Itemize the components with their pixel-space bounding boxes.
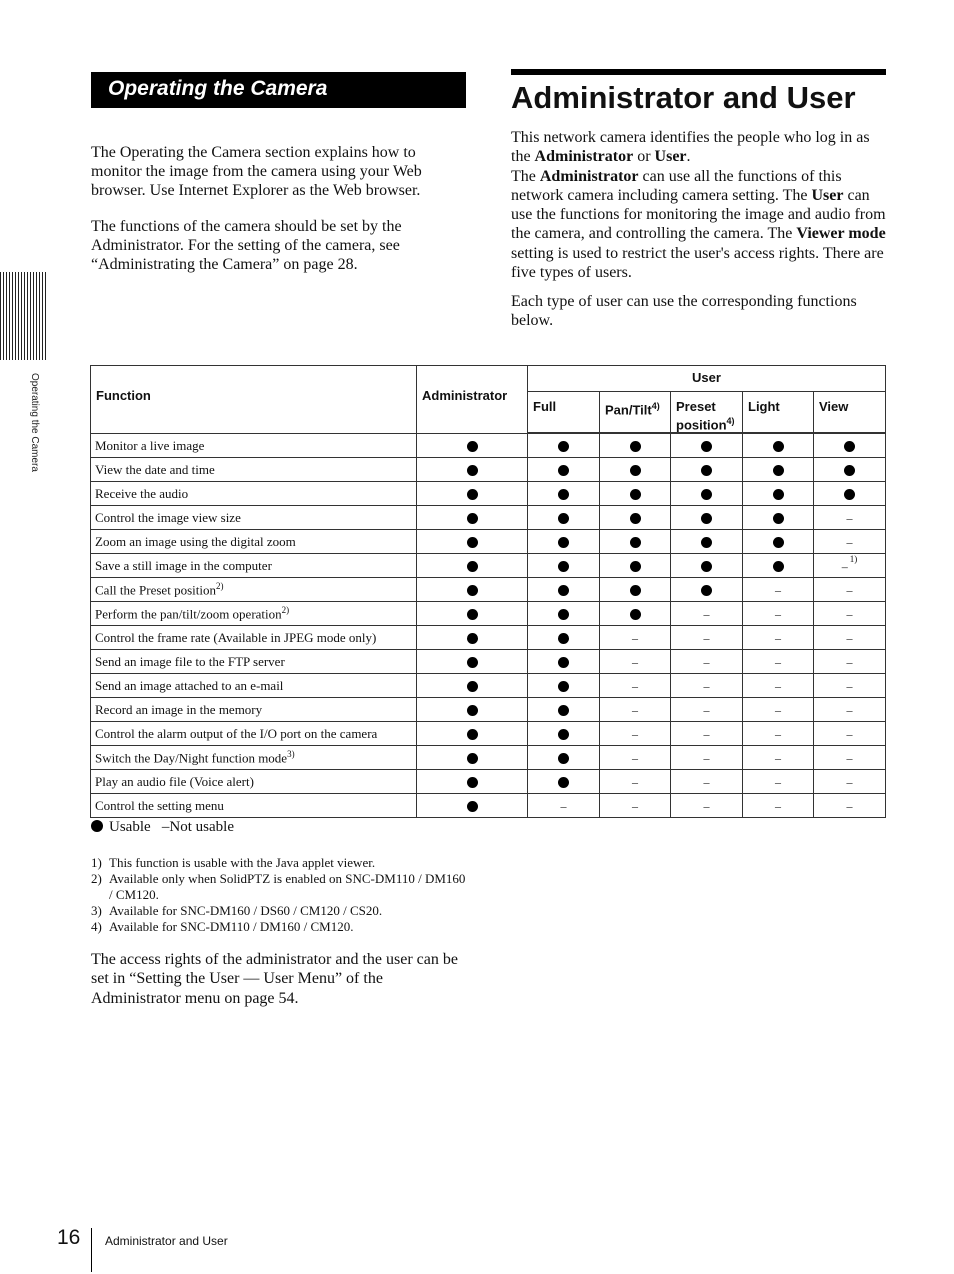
not-usable-dash: – [846, 510, 853, 525]
full-usable-cell [528, 506, 600, 530]
usable-dot-icon [467, 489, 478, 500]
user-functions-table [90, 365, 886, 818]
light-not-usable-cell [743, 722, 814, 746]
function-cell: Zoom an image using the digital zoom [91, 530, 417, 554]
not-usable-dash: – [846, 774, 853, 789]
footer-section-title: Administrator and User [105, 1234, 228, 1248]
full-usable-cell [528, 770, 600, 794]
view-not-usable-cell [814, 674, 886, 698]
view-not-usable-cell [814, 650, 886, 674]
not-usable-dash: – [632, 630, 638, 645]
not-usable-dash: – [846, 702, 853, 717]
not-usable-dash: – [846, 750, 853, 765]
not-usable-dash: – [846, 606, 853, 621]
usable-dot-icon [773, 561, 784, 572]
usable-dot-icon [701, 465, 712, 476]
section-banner: Operating the Camera [91, 72, 466, 108]
view-not-usable-cell [814, 698, 886, 722]
pantilt-not-usable-cell [600, 626, 671, 650]
function-cell: Call the Preset position$^{2)}$ [91, 578, 417, 602]
preset-not-usable-cell [671, 626, 743, 650]
function-cell: Control the image view size [91, 506, 417, 530]
view-not-usable-cell [814, 770, 886, 794]
not-usable-dash: – [703, 678, 710, 693]
not-usable-dash: – [846, 654, 853, 669]
light-not-usable-cell [743, 674, 814, 698]
page-title: Administrator and User [511, 80, 856, 115]
usable-dot-icon [467, 513, 478, 524]
usable-dot-icon [558, 633, 569, 644]
light-not-usable-cell [743, 602, 814, 626]
preset-not-usable-cell [671, 770, 743, 794]
usable-dot-icon [558, 609, 569, 620]
full-not-usable-cell [528, 794, 600, 818]
footnote: 2) Available only when SolidPTZ is enabled on SNC-DM110 / DM160 / CM120. [91, 871, 466, 902]
usable-dot-icon [558, 441, 569, 452]
legend-not-usable: –Not usable [161, 819, 234, 835]
usable-dot-icon [701, 585, 712, 596]
intro-paragraph-1: The Operating the Camera section explains how to monitor the image from the camera using your Web browser. Use Internet Explorer as the Web browser. [91, 144, 422, 199]
not-usable-dash: – [846, 582, 853, 597]
usable-dot-icon [467, 537, 478, 548]
function-cell: Send an image attached to an e-mail [91, 674, 417, 698]
function-cell: Control the frame rate (Available in JPEG mode only) [91, 626, 417, 650]
light-usable-cell [743, 458, 814, 482]
header-pantilt: Pan/Tilt$^{4)}$ [600, 392, 671, 434]
usable-dot-icon [558, 537, 569, 548]
preset-not-usable-cell [671, 602, 743, 626]
administrator-usable-cell [417, 626, 528, 650]
title-rule [511, 69, 886, 75]
usable-dot-icon [558, 513, 569, 524]
administrator-usable-cell [417, 746, 528, 770]
footnote: 1) This function is usable with the Java applet viewer. [91, 855, 376, 870]
not-usable-dash: – [703, 750, 710, 765]
usable-dot-icon [467, 585, 478, 596]
pantilt-usable-cell [600, 458, 671, 482]
not-usable-dash: – [703, 630, 710, 645]
preset-not-usable-cell [671, 698, 743, 722]
footer-rule [91, 1228, 92, 1272]
light-usable-cell [743, 554, 814, 578]
light-usable-cell [743, 506, 814, 530]
not-usable-dash: – [841, 559, 848, 574]
pantilt-usable-cell [600, 506, 671, 530]
table-legend [91, 818, 234, 837]
usable-dot-icon [630, 585, 641, 596]
not-usable-dash: – [703, 654, 710, 669]
not-usable-dash: – [775, 798, 781, 813]
pantilt-usable-cell [600, 578, 671, 602]
administrator-usable-cell [417, 698, 528, 722]
full-usable-cell [528, 746, 600, 770]
pantilt-usable-cell [600, 482, 671, 506]
side-tab-label: Operating the Camera [29, 373, 40, 472]
not-usable-dash: – [775, 654, 781, 669]
administrator-usable-cell [417, 482, 528, 506]
usable-dot-icon [630, 513, 641, 524]
table-row [91, 650, 886, 674]
footnote: 4) Available for SNC-DM110 / DM160 / CM120. [91, 919, 354, 934]
usable-dot-icon [558, 489, 569, 500]
table-row [91, 722, 886, 746]
administrator-usable-cell [417, 578, 528, 602]
function-cell: Control the alarm output of the I/O port on the camera [91, 722, 417, 746]
light-not-usable-cell [743, 770, 814, 794]
usable-dot-icon [558, 777, 569, 788]
not-usable-dash: – [775, 750, 781, 765]
preset-usable-cell [671, 530, 743, 554]
view-not-usable-cell [814, 602, 886, 626]
usable-dot-icon [773, 537, 784, 548]
header-full: Full [528, 392, 600, 434]
not-usable-dash: – [632, 798, 638, 813]
table-row [91, 530, 886, 554]
administrator-usable-cell [417, 770, 528, 794]
administrator-usable-cell [417, 674, 528, 698]
light-not-usable-cell [743, 794, 814, 818]
table-row [91, 458, 886, 482]
administrator-usable-cell [417, 506, 528, 530]
view-usable-cell [814, 482, 886, 506]
function-cell: Play an audio file (Voice alert) [91, 770, 417, 794]
side-tab-bars [0, 272, 46, 360]
usable-dot-icon [558, 729, 569, 740]
usable-dot-icon [773, 489, 784, 500]
function-cell: Send an image file to the FTP server [91, 650, 417, 674]
preset-usable-cell [671, 506, 743, 530]
table-row [91, 770, 886, 794]
table-row [91, 746, 886, 770]
pantilt-usable-cell [600, 433, 671, 458]
not-usable-dash: – [775, 630, 781, 645]
preset-not-usable-cell [671, 746, 743, 770]
usable-dot-icon [467, 753, 478, 764]
view-not-usable-cell [814, 530, 886, 554]
table-row [91, 698, 886, 722]
table-row [91, 482, 886, 506]
not-usable-dash: – [775, 702, 781, 717]
full-usable-cell [528, 530, 600, 554]
header-light: Light [743, 392, 814, 434]
function-cell: Save a still image in the computer [91, 554, 417, 578]
usable-dot-icon [773, 513, 784, 524]
administrator-usable-cell [417, 433, 528, 458]
not-usable-dash: – [632, 654, 638, 669]
light-not-usable-cell [743, 626, 814, 650]
light-usable-cell [743, 433, 814, 458]
not-usable-dash: – [846, 798, 853, 813]
usable-dot-icon [558, 657, 569, 668]
pantilt-usable-cell [600, 530, 671, 554]
preset-usable-cell [671, 458, 743, 482]
not-usable-dash: – [703, 774, 710, 789]
usable-dot-icon [701, 561, 712, 572]
not-usable-dash: – [703, 606, 710, 621]
usable-dot-icon [558, 753, 569, 764]
not-usable-dash: – [632, 726, 638, 741]
usable-dot-icon [558, 705, 569, 716]
page-number: 16 [57, 1226, 81, 1249]
legend-usable: Usable [109, 819, 151, 835]
preset-not-usable-cell [671, 674, 743, 698]
header-user: User [528, 366, 886, 392]
not-usable-dash: – [632, 678, 638, 693]
usable-dot-icon [467, 633, 478, 644]
not-usable-dash: – [775, 774, 781, 789]
table-row [91, 506, 886, 530]
usable-dot-icon [630, 561, 641, 572]
preset-not-usable-cell [671, 722, 743, 746]
preset-not-usable-cell [671, 650, 743, 674]
preset-usable-cell [671, 578, 743, 602]
not-usable-dash: – [775, 606, 781, 621]
view-not-usable-cell [814, 746, 886, 770]
not-usable-dash: – [560, 798, 567, 813]
full-usable-cell [528, 650, 600, 674]
usable-dot-icon [773, 465, 784, 476]
administrator-usable-cell [417, 650, 528, 674]
full-usable-cell [528, 674, 600, 698]
not-usable-dash: – [775, 678, 781, 693]
pantilt-not-usable-cell [600, 674, 671, 698]
usable-dot-icon [467, 777, 478, 788]
usable-dot-icon [630, 537, 641, 548]
view-not-usable-cell [814, 794, 886, 818]
usable-dot-icon [844, 489, 855, 500]
header-administrator: Administrator [417, 366, 528, 434]
full-usable-cell [528, 578, 600, 602]
function-cell: Record an image in the memory [91, 698, 417, 722]
view-usable-cell [814, 433, 886, 458]
not-usable-dash: – [775, 582, 781, 597]
pantilt-usable-cell [600, 554, 671, 578]
function-cell: View the date and time [91, 458, 417, 482]
light-not-usable-cell [743, 578, 814, 602]
header-function: Function [91, 366, 417, 434]
pantilt-not-usable-cell [600, 698, 671, 722]
full-usable-cell [528, 722, 600, 746]
usable-dot-icon [467, 681, 478, 692]
not-usable-dash: – [703, 702, 710, 717]
full-usable-cell [528, 482, 600, 506]
light-not-usable-cell [743, 698, 814, 722]
usable-dot-icon [467, 801, 478, 812]
light-usable-cell [743, 530, 814, 554]
pantilt-not-usable-cell [600, 770, 671, 794]
usable-dot-icon [467, 729, 478, 740]
full-usable-cell [528, 626, 600, 650]
header-view: View [814, 392, 886, 434]
usable-dot-icon [844, 465, 855, 476]
usable-dot-icon [558, 585, 569, 596]
light-usable-cell [743, 482, 814, 506]
usable-dot-icon [701, 513, 712, 524]
not-usable-dash: – [632, 702, 638, 717]
usable-dot-icon [630, 441, 641, 452]
view-usable-cell [814, 458, 886, 482]
function-cell: Monitor a live image [91, 433, 417, 458]
administrator-usable-cell [417, 458, 528, 482]
not-usable-dash: – [632, 774, 638, 789]
view-not-usable-cell [814, 626, 886, 650]
usable-dot-icon [630, 609, 641, 620]
view-not-usable-cell [814, 554, 886, 578]
view-not-usable-cell [814, 578, 886, 602]
table-row [91, 674, 886, 698]
light-not-usable-cell [743, 650, 814, 674]
closing-paragraph: The access rights of the administrator and the user can be set in “Setting the User — User Menu” of the Administrator menu on page 54. [91, 951, 458, 1007]
administrator-usable-cell [417, 602, 528, 626]
usable-dot-icon [467, 609, 478, 620]
footnote: 3) Available for SNC-DM160 / DS60 / CM120 / CS20. [91, 903, 383, 918]
pantilt-not-usable-cell [600, 746, 671, 770]
usable-dot-icon [701, 441, 712, 452]
usable-dot-icon [91, 820, 103, 832]
footnote-reference: 1) [849, 554, 858, 565]
table-row [91, 433, 886, 458]
preset-usable-cell [671, 482, 743, 506]
pantilt-usable-cell [600, 602, 671, 626]
administrator-usable-cell [417, 554, 528, 578]
full-usable-cell [528, 433, 600, 458]
usable-dot-icon [844, 441, 855, 452]
function-cell: Switch the Day/Night function mode$^{3)}$ [91, 746, 417, 770]
usable-dot-icon [467, 465, 478, 476]
intro-paragraph-2: The functions of the camera should be set by the Administrator. For the setting of the camera, see “Administrating the Camera” on page 28. [91, 218, 402, 273]
table-row [91, 626, 886, 650]
full-usable-cell [528, 458, 600, 482]
usable-dot-icon [467, 705, 478, 716]
full-usable-cell [528, 602, 600, 626]
full-usable-cell [528, 698, 600, 722]
usable-dot-icon [701, 489, 712, 500]
not-usable-dash: – [846, 534, 853, 549]
description-paragraph: This network camera identifies the people who log in as the Administrator or User. The Administrator can use all the functions of this network camera including camera setting. The User can use the functions for monitoring the image and audio from the camera, and controlling the camera. The Viewer mode setting is used to restrict the user's access rights. There are five types of users. [511, 129, 886, 282]
usable-dot-icon [630, 465, 641, 476]
pantilt-not-usable-cell [600, 794, 671, 818]
table-row [91, 794, 886, 818]
function-cell: Perform the pan/tilt/zoom operation$^{2)}$ [91, 602, 417, 626]
not-usable-dash: – [846, 630, 853, 645]
usable-dot-icon [773, 441, 784, 452]
pantilt-not-usable-cell [600, 650, 671, 674]
table-row [91, 602, 886, 626]
table-row [91, 554, 886, 578]
functions-intro-paragraph: Each type of user can use the corresponding functions below. [511, 293, 857, 330]
header-preset-position: Preset position$^{4)}$ [671, 392, 743, 434]
not-usable-dash: – [703, 798, 710, 813]
usable-dot-icon [467, 657, 478, 668]
not-usable-dash: – [632, 750, 638, 765]
not-usable-dash: – [703, 726, 710, 741]
usable-dot-icon [467, 441, 478, 452]
administrator-usable-cell [417, 722, 528, 746]
usable-dot-icon [467, 561, 478, 572]
view-not-usable-cell [814, 506, 886, 530]
preset-usable-cell [671, 433, 743, 458]
full-usable-cell [528, 554, 600, 578]
function-cell: Receive the audio [91, 482, 417, 506]
pantilt-not-usable-cell [600, 722, 671, 746]
usable-dot-icon [701, 537, 712, 548]
preset-usable-cell [671, 554, 743, 578]
usable-dot-icon [558, 561, 569, 572]
usable-dot-icon [558, 465, 569, 476]
usable-dot-icon [558, 681, 569, 692]
view-not-usable-cell [814, 722, 886, 746]
not-usable-dash: – [775, 726, 781, 741]
administrator-usable-cell [417, 794, 528, 818]
administrator-usable-cell [417, 530, 528, 554]
not-usable-dash: – [846, 678, 853, 693]
table-row [91, 578, 886, 602]
preset-not-usable-cell [671, 794, 743, 818]
not-usable-dash: – [846, 726, 853, 741]
light-not-usable-cell [743, 746, 814, 770]
function-cell: Control the setting menu [91, 794, 417, 818]
footnotes [91, 855, 471, 935]
usable-dot-icon [630, 489, 641, 500]
